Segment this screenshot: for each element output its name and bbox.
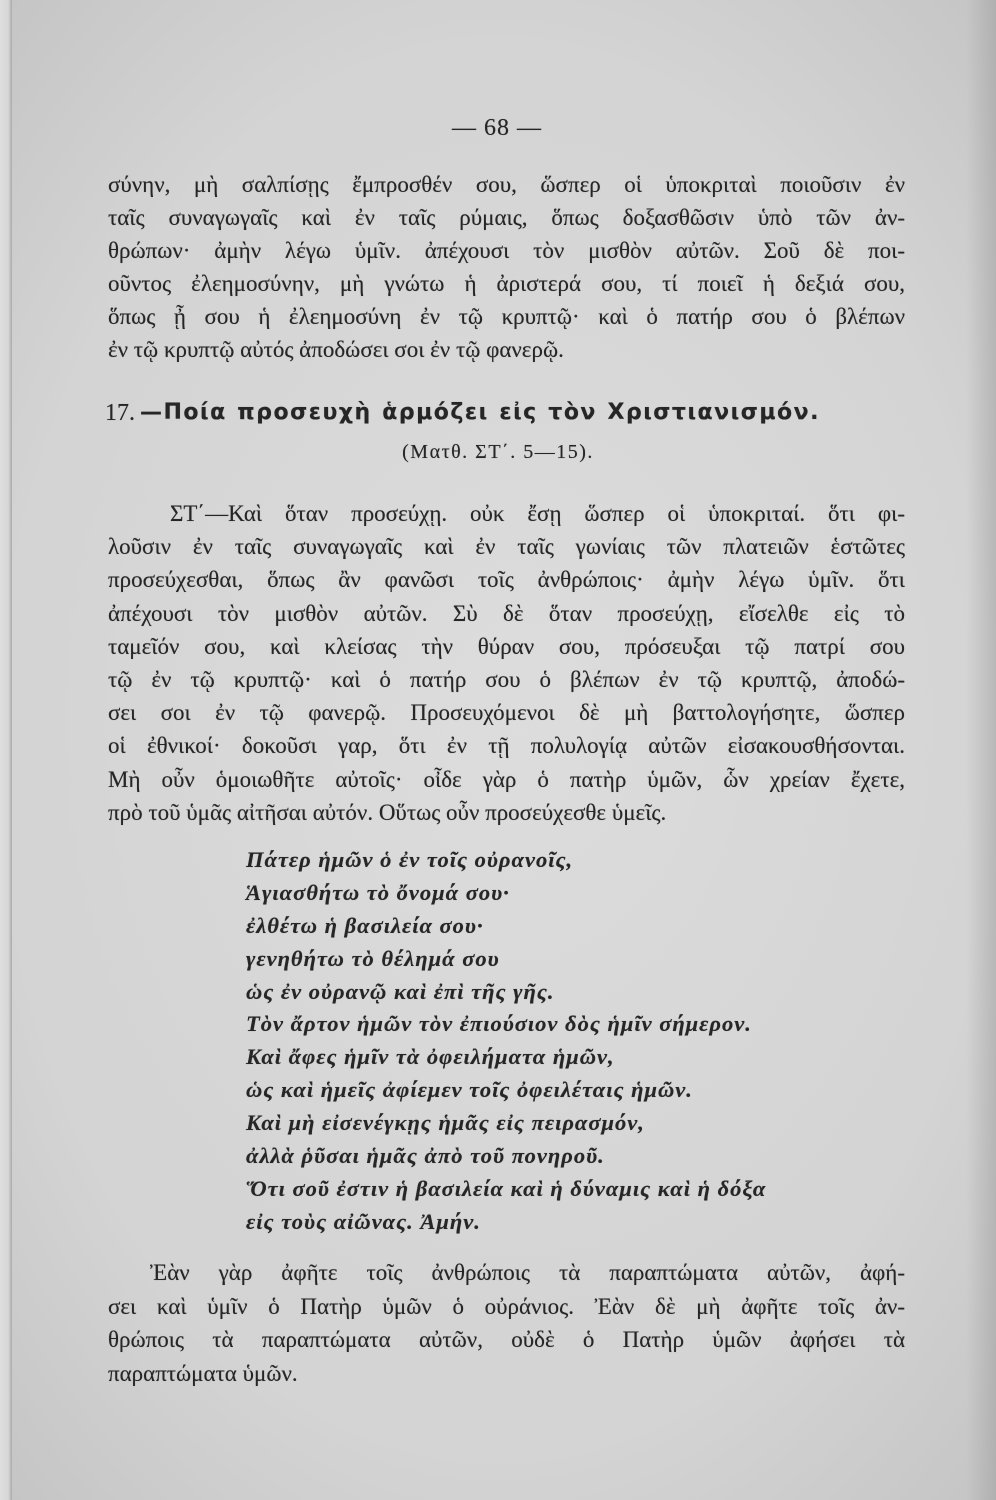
text-line: σύνην, μὴ σαλπίσῃς ἔμπροσθέν σου, ὥσπερ οἱ ὑποκριταὶ ποιοῦσιν ἐν [108,172,905,197]
text-line: σει καὶ ὑμῖν ὁ Πατὴρ ὑμῶν ὁ οὐράνιος. Ἐὰν δὲ μὴ ἀφῆτε τοῖς ἀν- [108,1293,905,1319]
prayer-line: ὡς καὶ ἡμεῖς ἀφίεμεν τοῖς ὀφειλέταις ἡμῶν. [246,1077,693,1103]
text-line: ταῖς συναγωγαῖς καὶ ἐν ταῖς ρύμαις, ὅπως δοξασθῶσιν ὑπὸ τῶν ἀν- [108,205,905,230]
prayer-line: ἐλθέτω ἡ βασιλεία σου· [246,912,484,938]
text-line: θρώποις τὰ παραπτώματα αὐτῶν, οὐδὲ ὁ Πατὴρ ὑμῶν ἀφήσει τὰ [108,1327,905,1353]
text-line: Ἐὰν γὰρ ἀφῆτε τοῖς ἀνθρώποις τὰ παραπτώματα αὐτῶν, ἀφή- [150,1260,905,1285]
prayer-line: Ἁγιασθήτω τὸ ὄνομά σου· [246,879,510,905]
text-line: προσεύχεσθαι, ὅπως ἂν φανῶσι τοῖς ἀνθρώποις· ἀμὴν λέγω ὑμῖν. ὅτι [108,567,905,593]
text-line: σει σοι ἐν τῷ φανερῷ. Προσευχόμενοι δὲ μὴ βαττολογήσητε, ὥσπερ [108,700,905,726]
prayer-line: εἰς τοὺς αἰῶνας. Ἀμήν. [246,1208,481,1234]
section-title: —Ποία προσευχὴ ἁρμόζει εἰς τὸν Χριστιανισμόν. [140,400,820,425]
text-line: οἱ ἐθνικοί· δοκοῦσι γαρ, ὅτι ἐν τῇ πολυλογίᾳ αὐτῶν εἰσακουσθήσονται. [108,733,905,759]
text-line: ἀπέχουσι τὸν μισθὸν αὐτῶν. Σὺ δὲ ὅταν προσεύχῃ, εἴσελθε εἰς τὸ [108,600,905,626]
paragraph-1 [108,168,905,366]
prayer-line: Καὶ μὴ εἰσενέγκῃς ἡμᾶς εἰς πειρασμόν, [246,1110,645,1136]
paragraph-2 [108,497,905,829]
paragraph-3 [108,1256,905,1390]
text-line: ἐν τῷ κρυπτῷ αὐτός ἀποδώσει σοι ἐν τῷ φανερῷ. [108,337,564,362]
text-line: ταμεῖόν σου, καὶ κλείσας τὴν θύραν σου, πρόσευξαι τῷ πατρί σου [108,633,905,659]
prayer-line: Πάτερ ἡμῶν ὁ ἐν τοῖς οὐρανοῖς, [246,847,574,872]
text-line: λοῦσιν ἐν ταῖς συναγωγαῖς καὶ ἐν ταῖς γωνίαις τῶν πλατειῶν ἑστῶτες [108,534,905,560]
prayer-line: ὡς ἐν οὐρανῷ καὶ ἐπὶ τῆς γῆς. [246,978,555,1004]
prayer-line: Ὅτι σοῦ ἐστιν ἡ βασιλεία καὶ ἡ δύναμις καὶ ἡ δόξα [246,1175,767,1201]
scripture-reference: (Ματθ. ΣΤ΄. 5—15). [402,441,594,463]
page-number: — 68 — [452,115,542,141]
text-line: θρώπων· ἀμὴν λέγω ὑμῖν. ἀπέχουσι τὸν μισθὸν αὐτῶν. Σοῦ δὲ ποι- [108,238,905,263]
prayer-line: γενηθήτω τὸ θέλημά σου [246,945,500,971]
text-line: παραπτώματα ὑμῶν. [108,1360,298,1386]
section-number: 17. [105,400,135,426]
prayer-line: Τὸν ἄρτον ἡμῶν τὸν ἐπιούσιον δὸς ἡμῖν σήμερον. [246,1011,752,1037]
text-line: ὅπως ᾖ σου ἡ ἐλεημοσύνη ἐν τῷ κρυπτῷ· καὶ ὁ πατήρ σου ὁ βλέπων [108,304,905,329]
text-line: Μὴ οὖν ὁμοιωθῆτε αὐτοῖς· οἶδε γὰρ ὁ πατὴρ ὑμῶν, ὧν χρείαν ἔχετε, [108,766,905,792]
prayer-line: Καὶ ἄφες ἡμῖν τὰ ὀφειλήματα ἡμῶν, [246,1044,615,1070]
text-line: πρὸ τοῦ ὑμᾶς αἰτῆσαι αὐτόν. Οὕτως οὖν προσεύχεσθε ὑμεῖς. [108,799,667,825]
text-line: ΣΤ΄—Καὶ ὅταν προσεύχῃ. οὐκ ἔσῃ ὥσπερ οἱ ὑποκριταί. ὅτι φι- [170,501,905,526]
prayer-line: ἀλλὰ ῥῦσαι ἡμᾶς ἀπὸ τοῦ πονηροῦ. [246,1143,605,1169]
text-line: τῷ ἐν τῷ κρυπτῷ· καὶ ὁ πατήρ σου ὁ βλέπων ἐν τῷ κρυπτῷ, ἀποδώ- [108,666,905,692]
lords-prayer [246,844,936,1239]
text-line: οῦντος ἐλεημοσύνην, μὴ γνώτω ἡ ἀριστερά σου, τί ποιεῖ ἡ δεξιά σου, [108,271,905,296]
